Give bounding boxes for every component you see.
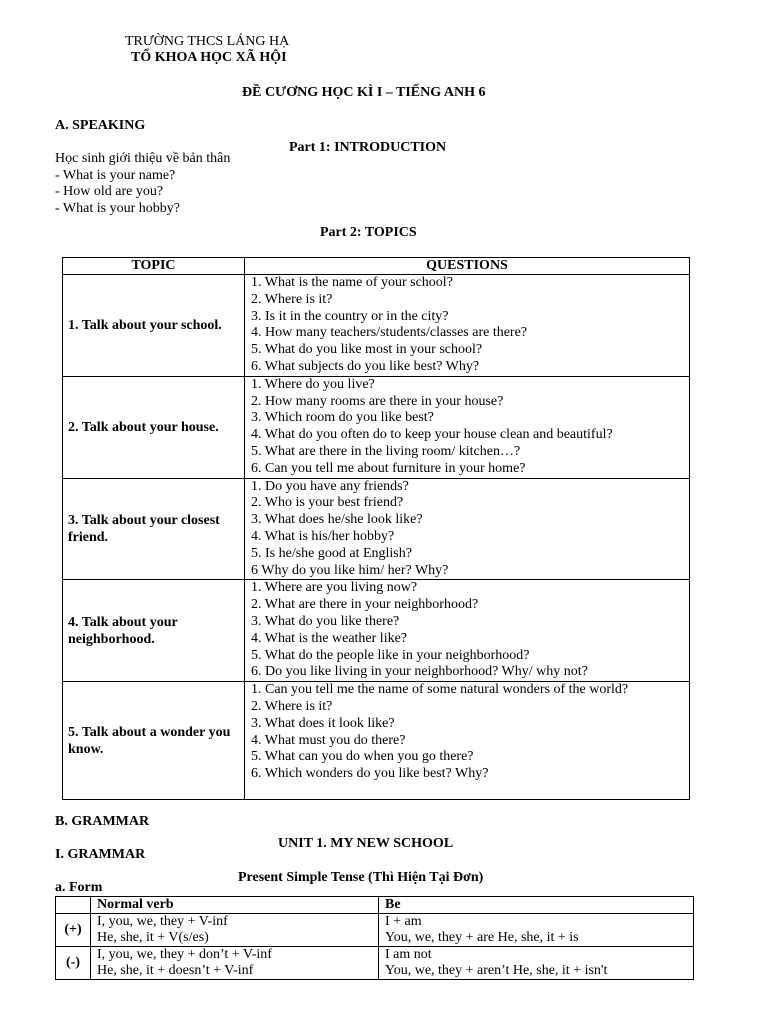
intro-list [55, 151, 230, 217]
question: 3. Is it in the country or in the city? [251, 308, 449, 324]
normal-verb-cell [91, 914, 379, 947]
form-label: a. Form [55, 880, 103, 895]
table-row [56, 914, 694, 947]
question: 4. What is his/her hobby? [251, 528, 395, 544]
questions-cell [245, 580, 690, 682]
question: 3. What does he/she look like? [251, 512, 423, 528]
question: 4. What must you do there? [251, 732, 406, 748]
question: 5. What can you do when you go there? [251, 749, 474, 765]
topics-table [62, 257, 690, 800]
topic-cell: 4. Talk about your neighborhood. [63, 580, 245, 682]
intro-line: - How old are you? [55, 184, 164, 199]
be-header: Be [379, 897, 694, 914]
question: 2. Where is it? [251, 291, 333, 307]
form-line: I, you, we, they + V-inf [97, 914, 228, 929]
question: 5. What do you like most in your school? [251, 342, 483, 358]
question: 2. Who is your best friend? [251, 495, 404, 511]
department-name: TỔ KHOA HỌC XÃ HỘI [131, 50, 287, 65]
question: 5. Is he/she good at English? [251, 545, 412, 561]
question: 6. Which wonders do you like best? Why? [251, 766, 489, 782]
questions-cell [245, 376, 690, 478]
grammar-subheading: I. GRAMMAR [55, 847, 146, 862]
table-row [63, 580, 690, 682]
be-cell [379, 914, 694, 947]
unit-title: UNIT 1. MY NEW SCHOOL [278, 836, 454, 851]
question: 2. Where is it? [251, 698, 333, 714]
form-line: He, she, it + doesn’t + V-inf [97, 963, 254, 978]
form-line: You, we, they + aren’t He, she, it + isn't [385, 963, 608, 978]
table-row [63, 478, 690, 580]
intro-line: - What is your name? [55, 167, 176, 183]
question: 6. Can you tell me about furniture in your home? [251, 460, 526, 476]
form-line: I + am [385, 914, 422, 929]
form-line: I, you, we, they + don’t + V-inf [97, 947, 272, 962]
be-cell [379, 947, 694, 980]
topic-cell: 5. Talk about a wonder you know. [63, 682, 245, 800]
table-row [63, 682, 690, 800]
normal-verb-cell [91, 947, 379, 980]
grammar-table [55, 896, 694, 980]
questions-cell [245, 275, 690, 377]
speaking-heading: A. SPEAKING [55, 118, 146, 133]
question: 1. Where do you live? [251, 376, 375, 392]
question: 3. What does it look like? [251, 715, 395, 731]
tense-title: Present Simple Tense (Thì Hiện Tại Đơn) [238, 870, 484, 885]
part1-title: Part 1: INTRODUCTION [289, 140, 447, 155]
topic-cell: 2. Talk about your house. [63, 376, 245, 478]
question: 4. How many teachers/students/classes are there? [251, 325, 528, 341]
question: 1. Can you tell me the name of some natural wonders of the world? [251, 682, 629, 698]
table-row [63, 376, 690, 478]
table-row [63, 275, 690, 377]
topic-cell: 1. Talk about your school. [63, 275, 245, 377]
intro-line: Học sinh giới thiệu về bản thân [55, 151, 231, 166]
normal-verb-header: Normal verb [91, 897, 379, 914]
question: 2. What are there in your neighborhood? [251, 597, 479, 613]
question: 2. How many rooms are there in your house? [251, 393, 504, 409]
part2-title: Part 2: TOPICS [320, 225, 417, 240]
page-title: ĐỀ CƯƠNG HỌC KÌ I – TIẾNG ANH 6 [242, 85, 486, 100]
questions-cell [245, 682, 690, 800]
question: 1. What is the name of your school? [251, 275, 453, 290]
topic-header: TOPIC [63, 258, 245, 275]
form-line: He, she, it + V(s/es) [97, 930, 209, 945]
sign-header-cell [56, 897, 91, 914]
table-row [56, 897, 694, 914]
question: 4. What do you often do to keep your house clean and beautiful? [251, 427, 613, 443]
topic-cell: 3. Talk about your closest friend. [63, 478, 245, 580]
intro-line: - What is your hobby? [55, 200, 180, 216]
form-line: You, we, they + are He, she, it + is [385, 930, 579, 945]
question: 1. Where are you living now? [251, 580, 418, 596]
question: 4. What is the weather like? [251, 630, 408, 646]
form-line: I am not [385, 947, 432, 962]
question: 3. What do you like there? [251, 613, 400, 629]
school-name: TRƯỜNG THCS LÁNG HẠ [125, 34, 290, 49]
question: 3. Which room do you like best? [251, 410, 434, 426]
question: 1. Do you have any friends? [251, 478, 409, 494]
grammar-heading: B. GRAMMAR [55, 814, 150, 829]
questions-cell [245, 478, 690, 580]
question: 5. What do the people like in your neighborhood? [251, 647, 530, 663]
sign-cell: (-) [56, 947, 91, 980]
questions-header: QUESTIONS [245, 258, 690, 275]
question: 5. What are there in the living room/ kitchen…? [251, 443, 521, 459]
question: 6 Why do you like him/ her? Why? [251, 562, 449, 578]
table-row [56, 947, 694, 980]
question: 6. What subjects do you like best? Why? [251, 358, 480, 374]
question: 6. Do you like living in your neighborhood? Why/ why not? [251, 664, 588, 680]
sign-cell: (+) [56, 914, 91, 947]
